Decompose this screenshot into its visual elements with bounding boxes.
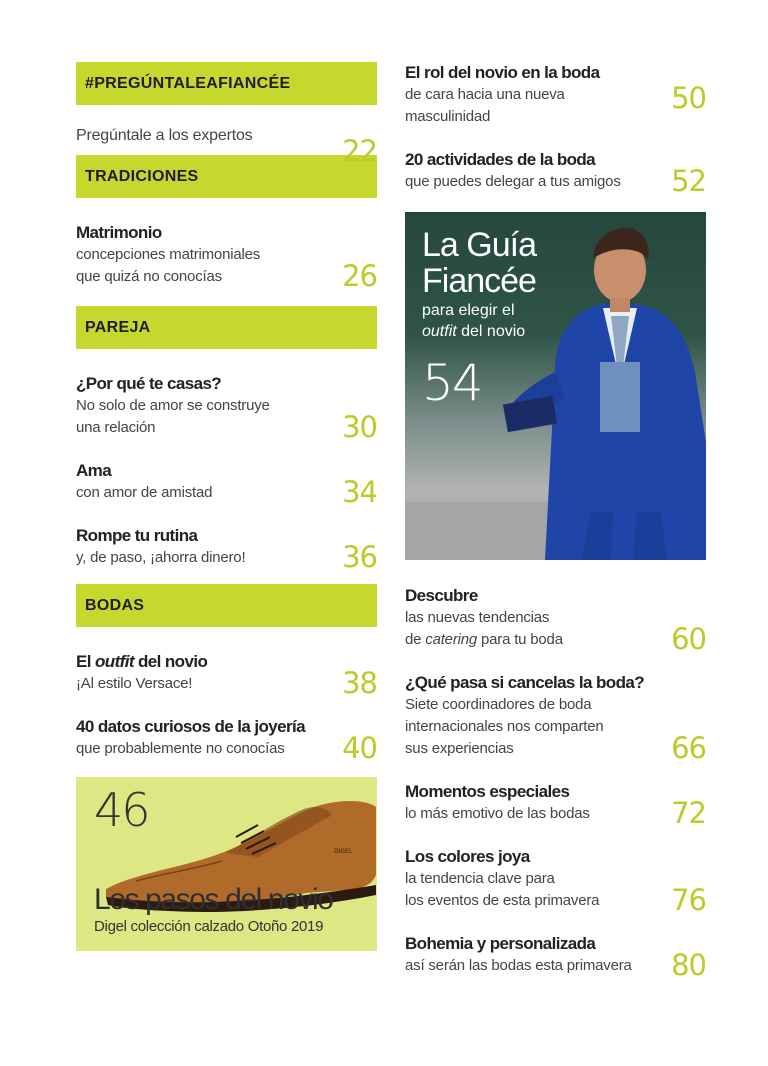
entry-subtitle: la tendencia clave para bbox=[405, 870, 555, 887]
entry-subtitle: sus experiencias bbox=[405, 740, 514, 757]
entry-subtitle: que probablemente no conocías bbox=[76, 740, 285, 757]
promo-guia-fiancee[interactable] bbox=[405, 212, 706, 560]
entry-title: ¿Por qué te casas? bbox=[76, 374, 222, 393]
toc-entry-20-actividades[interactable] bbox=[405, 149, 706, 198]
entry-subtitle: de catering para tu boda bbox=[405, 631, 563, 648]
section-header-pareja: PAREJA bbox=[76, 306, 377, 349]
toc-entry-matrimonio[interactable] bbox=[76, 222, 377, 293]
toc-entry-colores-joya[interactable] bbox=[405, 846, 706, 917]
page-number: 30 bbox=[342, 410, 377, 444]
entry-title: Matrimonio bbox=[76, 223, 162, 242]
entry-subtitle: de cara hacia una nueva bbox=[405, 86, 565, 103]
promo-title: La Guía Fiancée bbox=[422, 226, 536, 300]
entry-subtitle: que quizá no conocías bbox=[76, 268, 222, 285]
page-number: 60 bbox=[671, 622, 706, 656]
entry-title: Los colores joya bbox=[405, 847, 530, 866]
entry-title: Descubre bbox=[405, 586, 478, 605]
shoe-brand-mark: DIGEL bbox=[334, 848, 353, 855]
entry-subtitle: y, de paso, ¡ahorra dinero! bbox=[76, 549, 246, 566]
right-column bbox=[405, 62, 706, 982]
entry-title: 20 actividades de la boda bbox=[405, 150, 596, 169]
entry-title: Bohemia y personalizada bbox=[405, 934, 596, 953]
entry-title: Ama bbox=[76, 461, 112, 480]
entry-title: El outfit del novio bbox=[76, 652, 208, 671]
entry-subtitle: así serán las bodas esta primavera bbox=[405, 957, 632, 974]
page-number: 40 bbox=[342, 731, 377, 765]
page-number: 72 bbox=[671, 796, 706, 830]
entry-title: Rompe tu rutina bbox=[76, 526, 198, 545]
entry-subtitle: una relación bbox=[76, 419, 156, 436]
entry-subtitle: que puedes delegar a tus amigos bbox=[405, 173, 621, 190]
toc-entry-por-que-te-casas[interactable] bbox=[76, 373, 377, 444]
promo-title: Los pasos del novio bbox=[94, 883, 333, 916]
page-number: 26 bbox=[342, 259, 377, 293]
page-number: 36 bbox=[342, 540, 377, 574]
page-number: 34 bbox=[342, 475, 377, 509]
entry-title: Momentos especiales bbox=[405, 782, 570, 801]
entry-subtitle: Pregúntale a los expertos bbox=[76, 127, 253, 144]
page-number: 52 bbox=[671, 164, 706, 198]
promo-los-pasos-del-novio[interactable] bbox=[76, 777, 377, 951]
page-number: 80 bbox=[671, 948, 706, 982]
promo-page-number: 54 bbox=[422, 354, 482, 412]
entry-title: 40 datos curiosos de la joyería bbox=[76, 717, 305, 736]
page-number: 76 bbox=[671, 883, 706, 917]
toc-entry-momentos-especiales[interactable] bbox=[405, 781, 706, 830]
toc-entry-rompe-tu-rutina[interactable] bbox=[76, 525, 377, 574]
entry-subtitle: Siete coordinadores de boda bbox=[405, 696, 592, 713]
page-number: 50 bbox=[671, 81, 706, 115]
promo-subtitle: Digel colección calzado Otoño 2019 bbox=[94, 918, 324, 935]
entry-subtitle: internacionales nos comparten bbox=[405, 718, 604, 735]
toc-entry-cancelas-la-boda[interactable] bbox=[405, 672, 706, 765]
toc-entry-joyeria[interactable] bbox=[76, 716, 377, 765]
entry-subtitle: lo más emotivo de las bodas bbox=[405, 805, 590, 822]
page-number: 66 bbox=[671, 731, 706, 765]
entry-title: El rol del novio en la boda bbox=[405, 63, 600, 82]
toc-entry-descubre[interactable] bbox=[405, 585, 706, 656]
section-header-preguntale: #PREGÚNTALEAFIANCÉE bbox=[76, 62, 377, 105]
section-header-bodas: BODAS bbox=[76, 584, 377, 627]
left-column bbox=[76, 62, 377, 951]
toc-entry-bohemia[interactable] bbox=[405, 933, 706, 982]
page-number: 38 bbox=[342, 666, 377, 700]
entry-subtitle: ¡Al estilo Versace! bbox=[76, 675, 193, 692]
toc-entry-ama[interactable] bbox=[76, 460, 377, 509]
page-number: 22 bbox=[342, 134, 377, 168]
entry-subtitle: los eventos de esta primavera bbox=[405, 892, 600, 909]
entry-title: ¿Qué pasa si cancelas la boda? bbox=[405, 673, 644, 692]
promo-page-number: 46 bbox=[94, 783, 149, 837]
entry-subtitle: masculinidad bbox=[405, 108, 491, 125]
entry-subtitle: las nuevas tendencias bbox=[405, 609, 550, 626]
toc-entry-outfit-del-novio[interactable] bbox=[76, 651, 377, 700]
section-header-tradiciones: TRADICIONES bbox=[76, 155, 377, 198]
promo-subtitle: para elegir el outfit del novio bbox=[422, 302, 526, 340]
entry-subtitle: con amor de amistad bbox=[76, 484, 213, 501]
entry-subtitle: concepciones matrimoniales bbox=[76, 246, 261, 263]
toc-entry-rol-del-novio[interactable] bbox=[405, 62, 706, 128]
entry-subtitle: No solo de amor se construye bbox=[76, 397, 270, 414]
toc-entry-expertos[interactable] bbox=[76, 125, 377, 173]
